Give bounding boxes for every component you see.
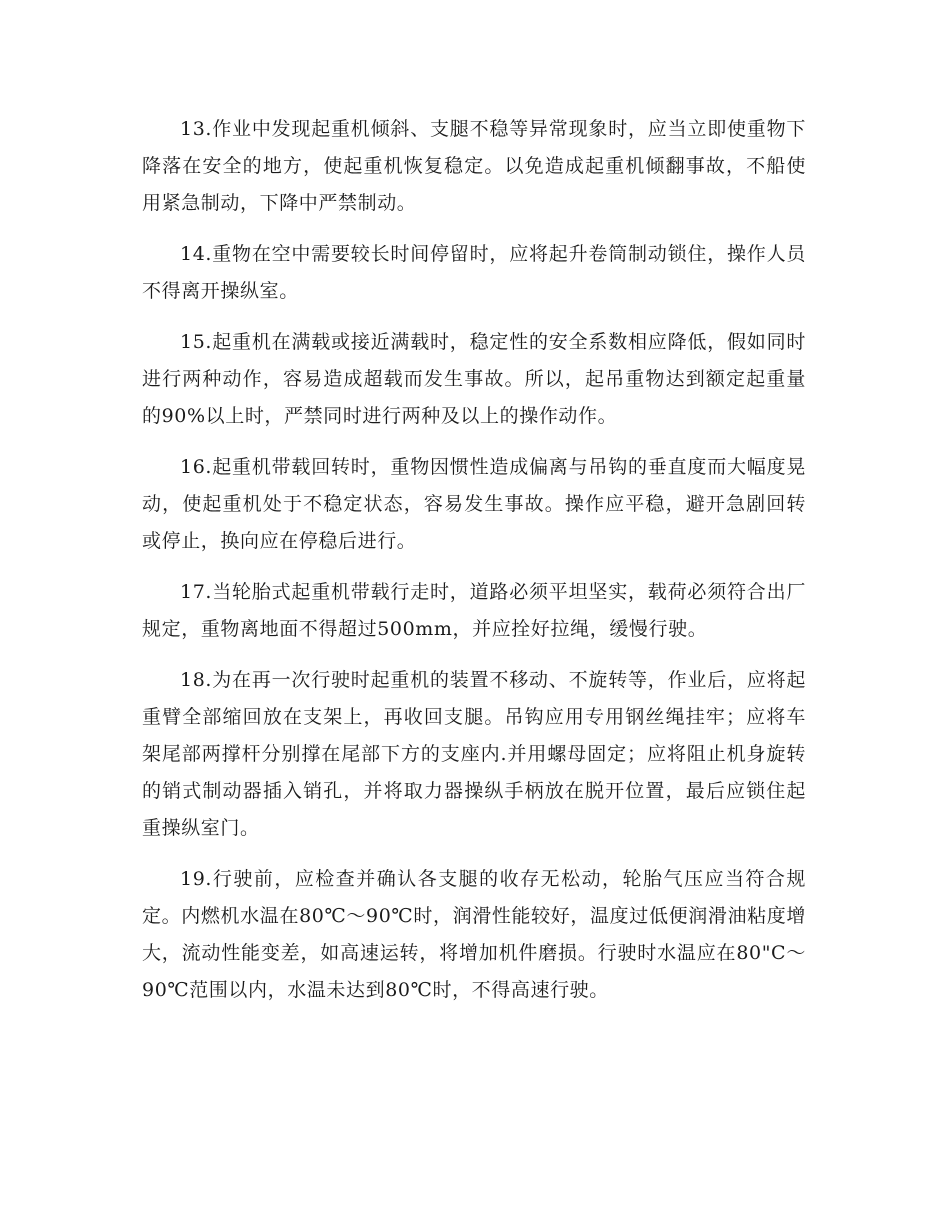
paragraph-16: 16.起重机带载回转时，重物因惯性造成偏离与吊钩的垂直度而大幅度晃动，使起重机处于不稳定状态，容易发生事故。操作应平稳，避开急剧回转或停止，换向应在停稳后进行。 <box>142 456 806 552</box>
paragraph-19: 19.行驶前，应检查并确认各支腿的收存无松动，轮胎气压应当符合规定。内燃机水温在80℃～90℃时，润滑性能较好，温度过低便润滑油粘度增大，流动性能变差，如高速运转，将增加机件磨损。行驶时水温应在80"C～90℃范围以内，水温未达到80℃时，不得高速行驶。 <box>142 868 806 1001</box>
document-body <box>142 111 806 1023</box>
paragraph-14: 14.重物在空中需要较长时间停留时，应将起升卷筒制动锁住，操作人员不得离开操纵室。 <box>142 243 806 302</box>
paragraph-13: 13.作业中发现起重机倾斜、支腿不稳等异常现象时，应当立即使重物下降落在安全的地方，使起重机恢复稳定。以免造成起重机倾翻事故，不船使用紧急制动，下降中严禁制动。 <box>142 118 806 214</box>
paragraph-18: 18.为在再一次行驶时起重机的装置不移动、不旋转等，作业后，应将起重臂全部缩回放在支架上，再收回支腿。吊钩应用专用钢丝绳挂牢；应将车架尾部两撑杆分别撑在尾部下方的支座内.并用螺母固定；应将阻止机身旋转的销式制动器插入销孔，并将取力器操纵手柄放在脱开位置，最后应锁住起重操纵室门。 <box>142 669 806 839</box>
paragraph-15: 15.起重机在满载或接近满载时，稳定性的安全系数相应降低，假如同时进行两种动作，容易造成超载而发生事故。所以，起吊重物达到额定起重量的90%以上时，严禁同时进行两种及以上的操作动作。 <box>142 331 806 427</box>
paragraph-17: 17.当轮胎式起重机带载行走时，道路必须平坦坚实，载荷必须符合出厂规定，重物离地面不得超过500mm，并应拴好拉绳，缓慢行驶。 <box>142 581 806 640</box>
